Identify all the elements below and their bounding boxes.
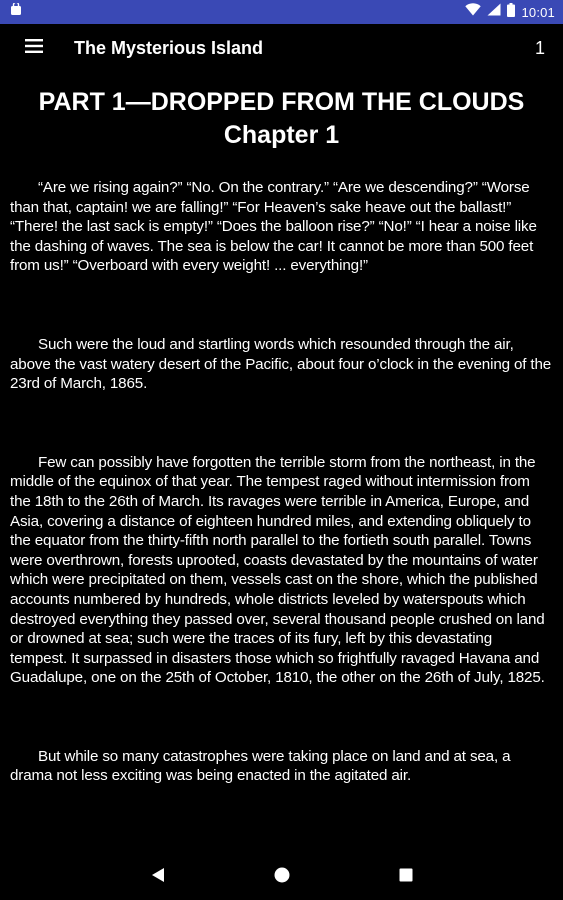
- app-notification-icon: [10, 3, 22, 21]
- paragraph: “Are we rising again?” “No. On the contrary.” “Are we descending?” “Worse than that, captain! we are falling!” “For Heaven’s sake heave out the ballast!” “There! the last sack is empty!” “Does the balloon rise?” “No!” “I hear a noise like the dashing of waves. The sea is below the car! It cannot be more than 500 feet from us!” “Overboard with every weight! ... everything!”: [10, 179, 537, 275]
- reading-content[interactable]: [0, 82, 563, 854]
- recents-icon: [399, 868, 413, 887]
- app-bar: [0, 24, 563, 72]
- paragraph-spacer: [10, 688, 553, 747]
- menu-button[interactable]: [0, 24, 60, 72]
- book-title: The Mysterious Island: [74, 37, 264, 58]
- home-icon: [274, 867, 290, 888]
- page-number: 1: [534, 37, 545, 58]
- paragraph: But while so many catastrophes were taking place on land and at sea, a drama not less exciting was being enacted in the agitated air.: [10, 747, 511, 785]
- home-button[interactable]: [268, 863, 296, 891]
- paragraph-spacer: [10, 276, 553, 335]
- recents-button[interactable]: [392, 863, 420, 891]
- navigation-bar: [0, 854, 563, 900]
- part-title: PART 1—DROPPED FROM THE CLOUDS: [38, 88, 525, 116]
- paragraph-spacer: [10, 394, 553, 453]
- back-icon: [151, 867, 165, 888]
- battery-icon: [507, 3, 515, 22]
- cellular-signal-icon: [487, 3, 501, 21]
- menu-icon: [25, 39, 43, 58]
- status-bar: [0, 0, 563, 24]
- paragraph: Such were the loud and startling words which resounded through the air, above the vast watery desert of the Pacific, about four o’clock in the evening of the 23rd of March, 1865.: [10, 335, 552, 393]
- status-time: 10:01: [521, 4, 555, 20]
- wifi-icon: [465, 3, 481, 21]
- chapter-title: Chapter 1: [223, 121, 340, 149]
- paragraph: Few can possibly have forgotten the terrible storm from the northeast, in the middle of the equinox of that year. The tempest raged without intermission from the 18th to the 26th of March. Its ravages were terrible in America, Europe, and Asia, covering a distance of eighteen hundred miles, and extending obliquely to the equator from the thirty-fifth north parallel to the fortieth south parallel. Towns were overthrown, forests uprooted, coasts devastated by the mountains of water which were precipitated on them, vessels cast on the shore, which the published accounts numbered by hundreds, whole districts leveled by waterspouts which destroyed everything they passed over, several thousand people crushed on land or drowned at sea; such were the traces of its fury, left by this devastating tempest. It surpassed in disasters those which so frightfully ravaged Havana and Guadalupe, one on the 25th of October, 1810, the other on the 26th of July, 1825.: [10, 453, 545, 687]
- back-button[interactable]: [144, 863, 172, 891]
